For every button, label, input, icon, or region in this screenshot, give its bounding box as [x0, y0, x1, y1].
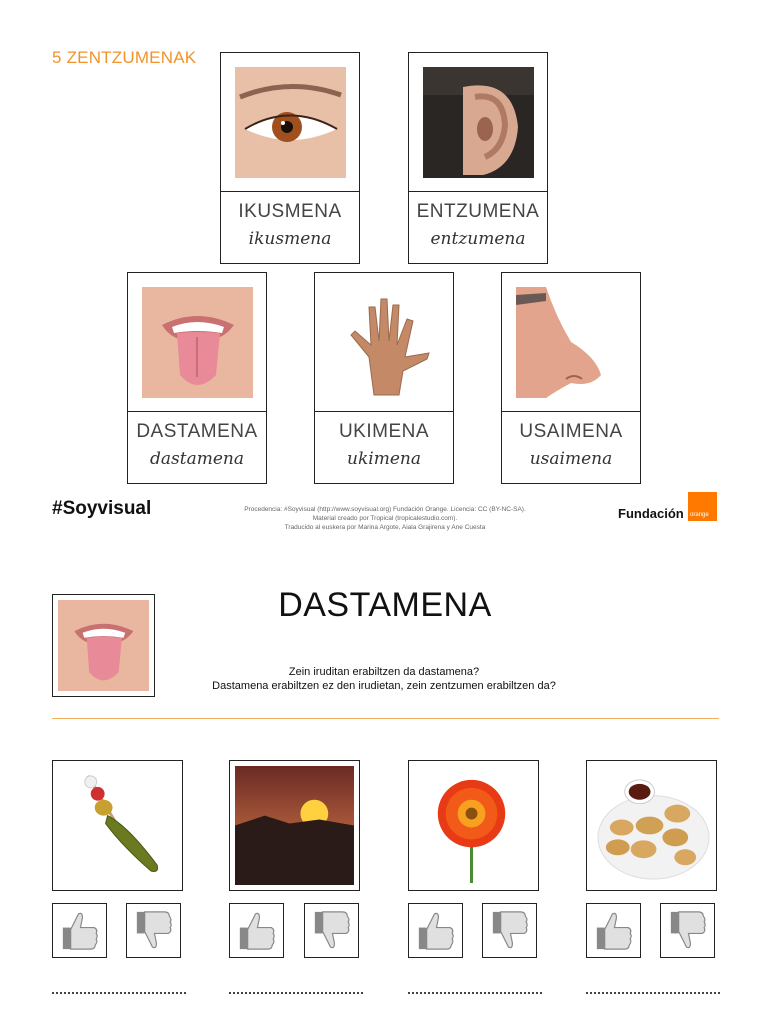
sense-card-touch [314, 272, 454, 484]
picture-flower [408, 760, 539, 891]
answer-line[interactable] [586, 986, 720, 994]
credits-text [210, 505, 560, 532]
eye-image [235, 67, 346, 178]
exercise-title: DASTAMENA [278, 586, 492, 624]
picture-pickle [52, 760, 183, 891]
nose-image [516, 287, 627, 398]
tongue-image [142, 287, 253, 398]
question-1: Zein iruditan erabiltzen da dastamena? [288, 666, 480, 678]
thumbs-up-box[interactable] [52, 903, 107, 958]
sense-card-hearing [408, 52, 548, 264]
tongue-image [58, 600, 149, 691]
thumbs-down-icon [307, 906, 356, 955]
sense-caption-cursive: ikusmena [248, 229, 332, 249]
answer-line[interactable] [229, 986, 363, 994]
credits-line: Traducido al euskera por Marina Argote, Aiala Grajirena y Ane Cuesta [284, 524, 486, 531]
thumbs-up-box[interactable] [229, 903, 284, 958]
sense-card-taste [127, 272, 267, 484]
nuggets-image [592, 766, 711, 885]
sense-caption-cursive: entzumena [430, 229, 526, 249]
soyvisual-brand: #Soyvisual [52, 498, 152, 519]
thumbs-up-box[interactable] [408, 903, 463, 958]
worksheet-title: 5 ZENTZUMENAK [52, 48, 197, 67]
sense-caption-caps: DASTAMENA [136, 421, 258, 442]
thumbs-up-box[interactable] [586, 903, 641, 958]
sense-caption-cursive: ukimena [347, 449, 421, 469]
pickle-image [58, 766, 177, 885]
thumbs-down-box[interactable] [482, 903, 537, 958]
sense-card-sight [220, 52, 360, 264]
sense-caption-cursive: dastamena [150, 449, 244, 469]
thumbs-up-icon [411, 906, 460, 955]
sense-card-smell [501, 272, 641, 484]
sense-caption-caps: ENTZUMENA [416, 201, 540, 222]
picture-sunset [229, 760, 360, 891]
thumbs-up-icon [232, 906, 281, 955]
sense-caption-caps: IKUSMENA [238, 201, 342, 222]
sense-caption-caps: UKIMENA [338, 421, 430, 442]
credits-line: Material creado por Tropical (tropicalestudio.com). [312, 515, 458, 522]
thumbs-up-icon [55, 906, 104, 955]
ear-image [423, 67, 534, 178]
answer-line[interactable] [408, 986, 542, 994]
thumbs-down-box[interactable] [126, 903, 181, 958]
picture-nuggets [586, 760, 717, 891]
sense-caption-caps: USAIMENA [519, 421, 623, 442]
thumbs-down-icon [485, 906, 534, 955]
divider [52, 718, 719, 719]
thumbs-down-icon [129, 906, 178, 955]
thumbs-down-box[interactable] [660, 903, 715, 958]
thumbs-up-icon [589, 906, 638, 955]
thumbs-down-icon [663, 906, 712, 955]
answer-line[interactable] [52, 986, 186, 994]
hand-image [329, 287, 440, 398]
sunset-image [235, 766, 354, 885]
thumbs-down-box[interactable] [304, 903, 359, 958]
credits-line: Procedencia: #Soyvisual (http://www.soyvisual.org) Fundación Orange. Licencia: CC (BY-NC-SA). [244, 506, 526, 513]
sense-caption-cursive: usaimena [529, 449, 613, 469]
orange-logo-text: orange [690, 512, 709, 518]
tongue-thumbnail [52, 594, 155, 697]
question-2: Dastamena erabiltzen ez den irudietan, zein zentzumen erabiltzen da? [212, 680, 556, 692]
fundacion-label: Fundación [618, 506, 684, 521]
flower-image [414, 766, 533, 885]
